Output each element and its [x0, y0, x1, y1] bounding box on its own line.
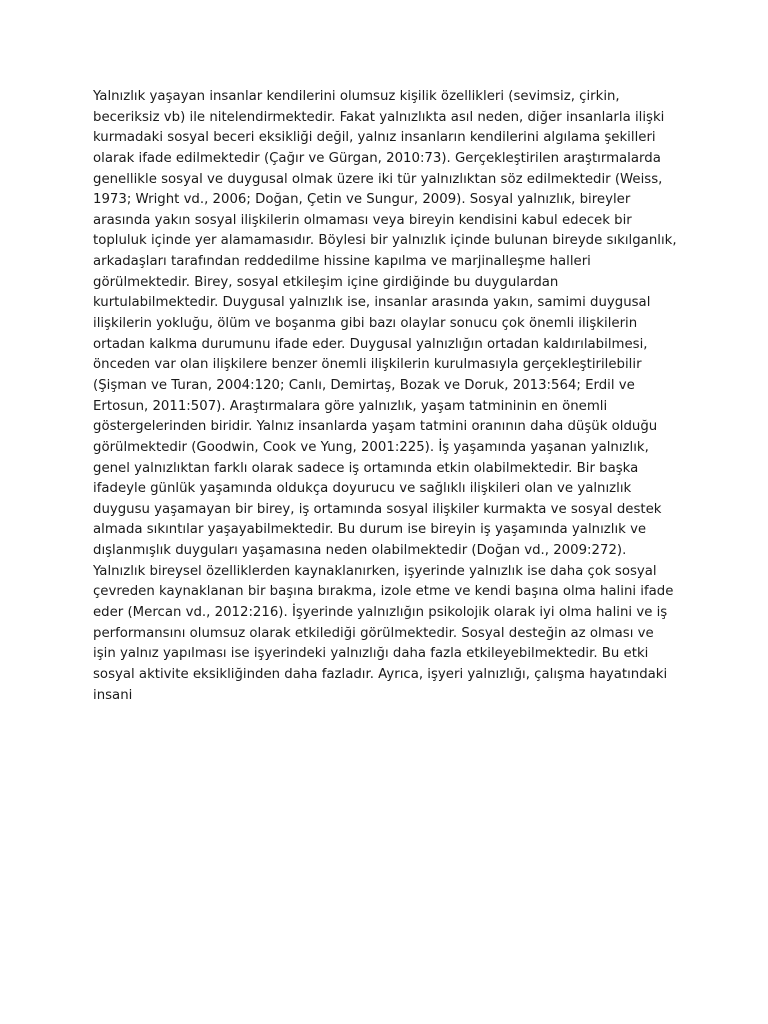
text-line: sosyal aktivite eksikliğinden daha fazladır. Ayrıca, işyeri yalnızlığı, çalışma hayatındaki	[93, 666, 668, 682]
text-line: Yalnızlık yaşayan insanlar kendilerini olumsuz kişilik özellikleri (sevimsiz, çirkin,	[93, 89, 620, 104]
text-line: görülmektedir (Goodwin, Cook ve Yung, 2001:225). İş yaşamında yaşanan yalnızlık,	[93, 439, 649, 455]
text-line: eder (Mercan vd., 2012:216). İşyerinde yalnızlığın psikolojik olarak iyi olma halini ve iş	[93, 605, 668, 621]
text-line: ifadeyle günlük yaşamında oldukça doyurucu ve sağlıklı ilişkileri olan ve yalnızlık	[93, 481, 632, 497]
text-line: insani	[93, 687, 133, 703]
text-line: performansını olumsuz olarak etkilediği görülmektedir. Sosyal desteğin az olması ve	[93, 625, 654, 641]
text-line: duygusu yaşamayan bir birey, iş ortamında sosyal ilişkiler kurmakta ve sosyal destek	[93, 501, 662, 517]
text-line: almada sıkıntılar yaşayabilmektedir. Bu durum ise bireyin iş yaşamında yalnızlık ve	[93, 522, 647, 538]
text-line: Yalnızlık bireysel özelliklerden kaynaklanırken, işyerinde yalnızlık ise daha çok sosyal	[93, 563, 657, 579]
text-line: göstergelerinden biridir. Yalnız insanlarda yaşam tatmini oranının daha düşük olduğu	[93, 419, 658, 435]
text-line: kurtulabilmektedir. Duygusal yalnızlık ise, insanlar arasında yakın, samimi duygusal	[93, 295, 651, 311]
text-line: topluluk içinde yer alamamasıdır. Böylesi bir yalnızlık içinde bulunan bireyde sıkılganlık,	[93, 233, 677, 249]
text-line: kurmadaki sosyal beceri eksikliği değil, yalnız insanların kendilerini algılama şekilleri	[93, 130, 656, 146]
text-line: genel yalnızlıktan farklı olarak sadece iş ortamında etkin olabilmektedir. Bir başka	[93, 460, 639, 476]
text-line: görülmektedir. Birey, sosyal etkileşim içine girdiğinde bu duygulardan	[93, 274, 559, 290]
text-line: olarak ifade edilmektedir (Çağır ve Gürgan, 2010:73). Gerçekleştirilen araştırmalarda	[93, 150, 661, 166]
text-line: arasında yakın sosyal ilişkilerin olmaması veya bireyin kendisini kabul edecek bir	[93, 212, 632, 228]
text-line: dışlanmışlık duyguları yaşamasına neden olabilmektedir (Doğan vd., 2009:272).	[93, 543, 627, 559]
text-line: Ertosun, 2011:507). Araştırmalara göre yalnızlık, yaşam tatmininin en önemli	[93, 398, 608, 414]
text-line: ortadan kalkma durumunu ifade eder. Duygusal yalnızlığın ortadan kaldırılabilmesi,	[93, 336, 648, 352]
text-line: işin yalnız yapılması ise işyerindeki yalnızlığı daha fazla etkileyebilmektedir. Bu etki	[93, 646, 649, 662]
text-line: genellikle sosyal ve duygusal olmak üzere iki tür yalnızlıktan söz edilmektedir (Weiss,	[93, 171, 663, 187]
text-line: 1973; Wright vd., 2006; Doğan, Çetin ve Sungur, 2009). Sosyal yalnızlık, bireyler	[93, 192, 631, 208]
text-line: (Şişman ve Turan, 2004:120; Canlı, Demirtaş, Bozak ve Doruk, 2013:564; Erdil ve	[93, 377, 635, 393]
text-line: çevreden kaynaklanan bir başına bırakma, izole etme ve kendi başına olma halini ifade	[93, 584, 674, 600]
text-line: önceden var olan ilişkilere benzer önemli ilişkilerin kurulmasıyla gerçekleştirilebilir	[93, 357, 642, 373]
text-line: ilişkilerin yokluğu, ölüm ve boşanma gibi bazı olaylar sonucu çok önemli ilişkilerin	[93, 316, 638, 332]
body-paragraph	[93, 87, 693, 706]
text-line: arkadaşları tarafından reddedilme hissine kapılma ve marjinalleşme halleri	[93, 254, 591, 270]
text-line: beceriksiz vb) ile nitelendirmektedir. Fakat yalnızlıkta asıl neden, diğer insanlarla ilişki	[93, 109, 665, 125]
